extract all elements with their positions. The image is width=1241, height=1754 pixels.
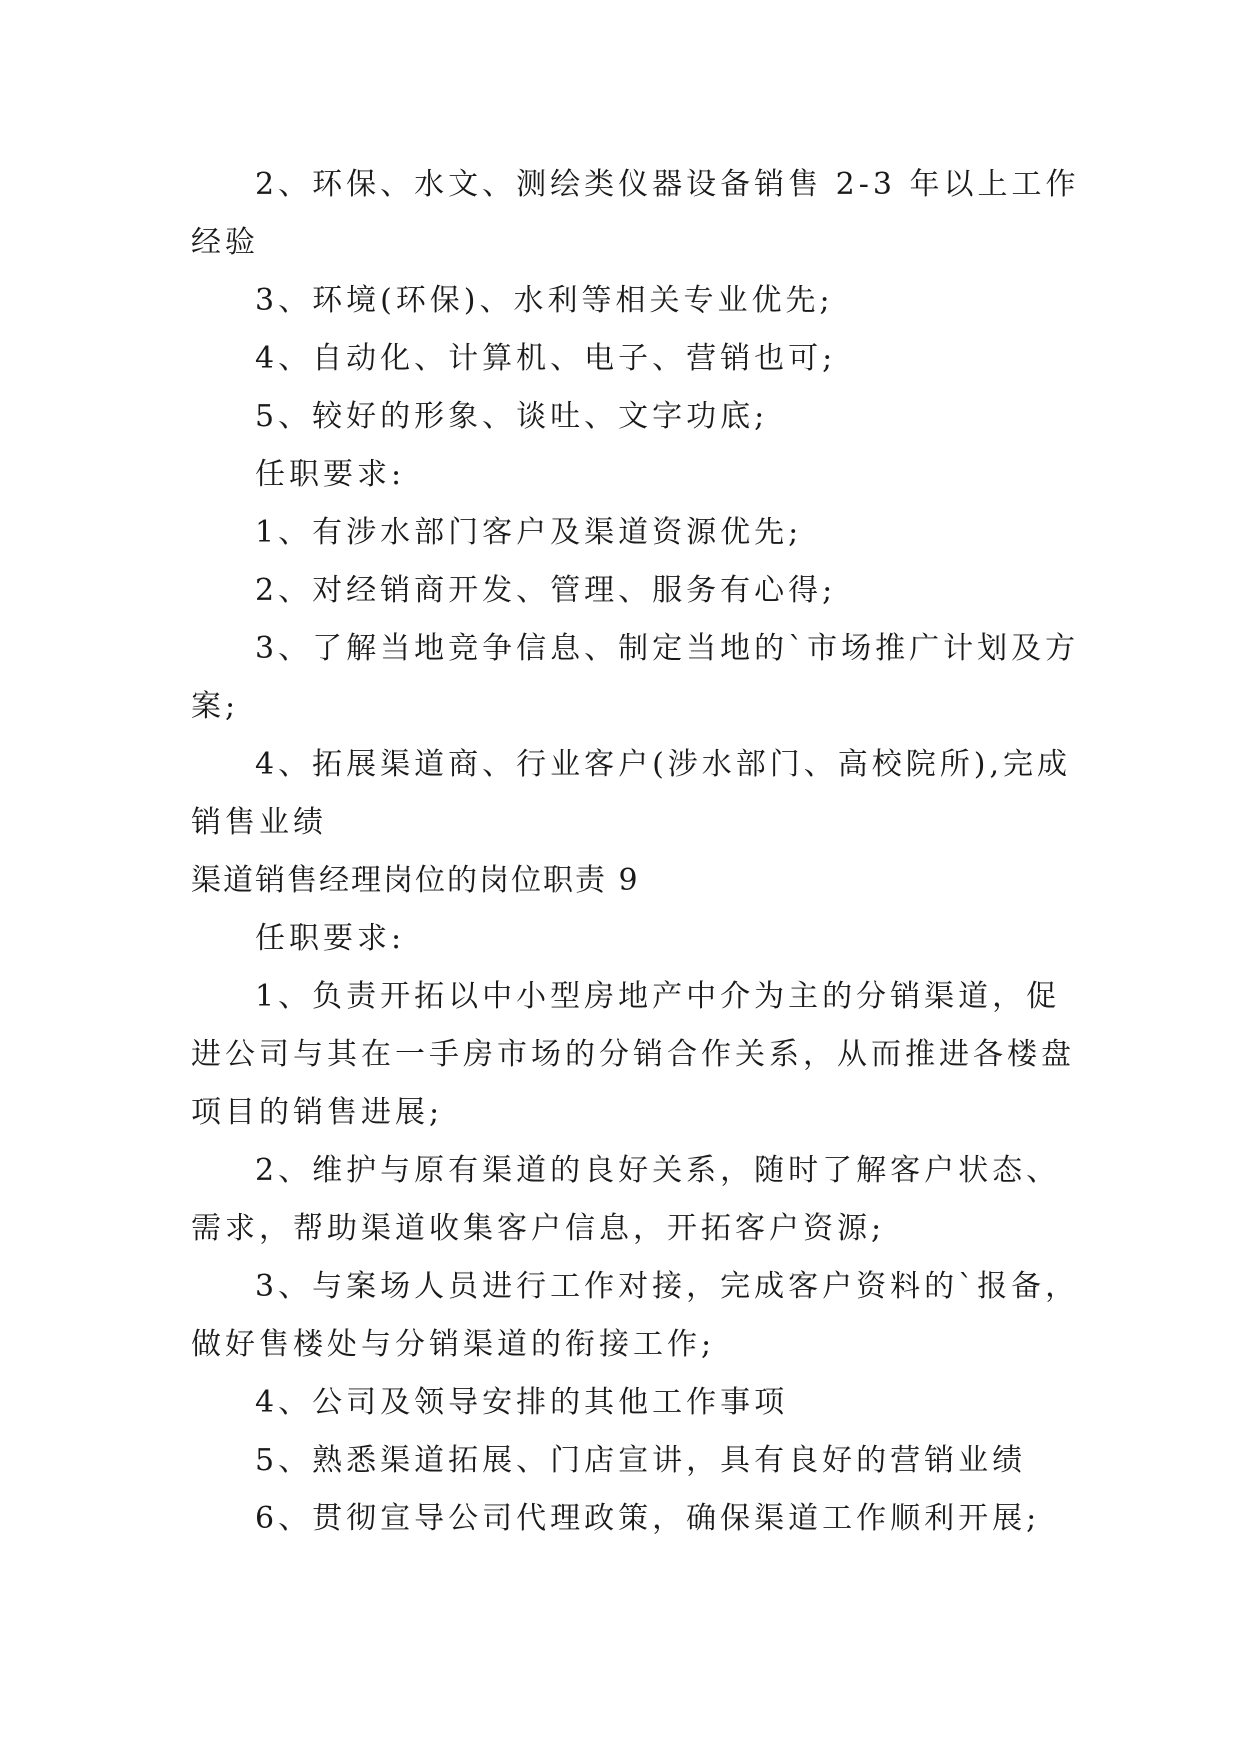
paragraph-line: 经验 (191, 225, 259, 260)
paragraph-line: 3、了解当地竞争信息、制定当地的`市场推广计划及方 (255, 631, 1080, 666)
section-label: 任职要求: (255, 457, 406, 492)
paragraph-line: 3、环境(环保)、水利等相关专业优先; (255, 283, 834, 318)
paragraph-line: 4、自动化、计算机、电子、营销也可; (255, 341, 837, 376)
paragraph-line: 3、与案场人员进行工作对接，完成客户资料的`报备， (255, 1269, 1080, 1304)
paragraph-line: 项目的销售进展; (191, 1095, 444, 1130)
paragraph-line: 销售业绩 (191, 805, 327, 840)
paragraph-line: 需求，帮助渠道收集客户信息，开拓客户资源; (191, 1211, 886, 1246)
section-label: 任职要求: (255, 921, 406, 956)
paragraph-line: 2、环保、水文、测绘类仪器设备销售 2-3 年以上工作 (255, 167, 1080, 202)
paragraph-line: 5、熟悉渠道拓展、门店宣讲，具有良好的营销业绩 (255, 1443, 1027, 1478)
paragraph-line: 5、较好的形象、谈吐、文字功底; (255, 399, 769, 434)
paragraph-line: 2、对经销商开发、管理、服务有心得; (255, 573, 837, 608)
document-body (191, 156, 1080, 1548)
section-heading: 渠道销售经理岗位的岗位职责 9 (191, 863, 640, 898)
paragraph-line: 案; (191, 689, 240, 724)
paragraph-line: 4、公司及领导安排的其他工作事项 (255, 1385, 789, 1420)
paragraph-line: 做好售楼处与分销渠道的衔接工作; (191, 1327, 716, 1362)
paragraph-line: 1、有涉水部门客户及渠道资源优先; (255, 515, 803, 550)
paragraph-line: 4、拓展渠道商、行业客户(涉水部门、高校院所),完成 (255, 747, 1072, 782)
paragraph-line: 2、维护与原有渠道的良好关系，随时了解客户状态、 (255, 1153, 1061, 1188)
paragraph-line: 进公司与其在一手房市场的分销合作关系，从而推进各楼盘 (191, 1037, 1075, 1072)
paragraph-line: 1、负责开拓以中小型房地产中介为主的分销渠道，促 (255, 979, 1061, 1014)
paragraph-line: 6、贯彻宣导公司代理政策，确保渠道工作顺利开展; (255, 1501, 1041, 1536)
